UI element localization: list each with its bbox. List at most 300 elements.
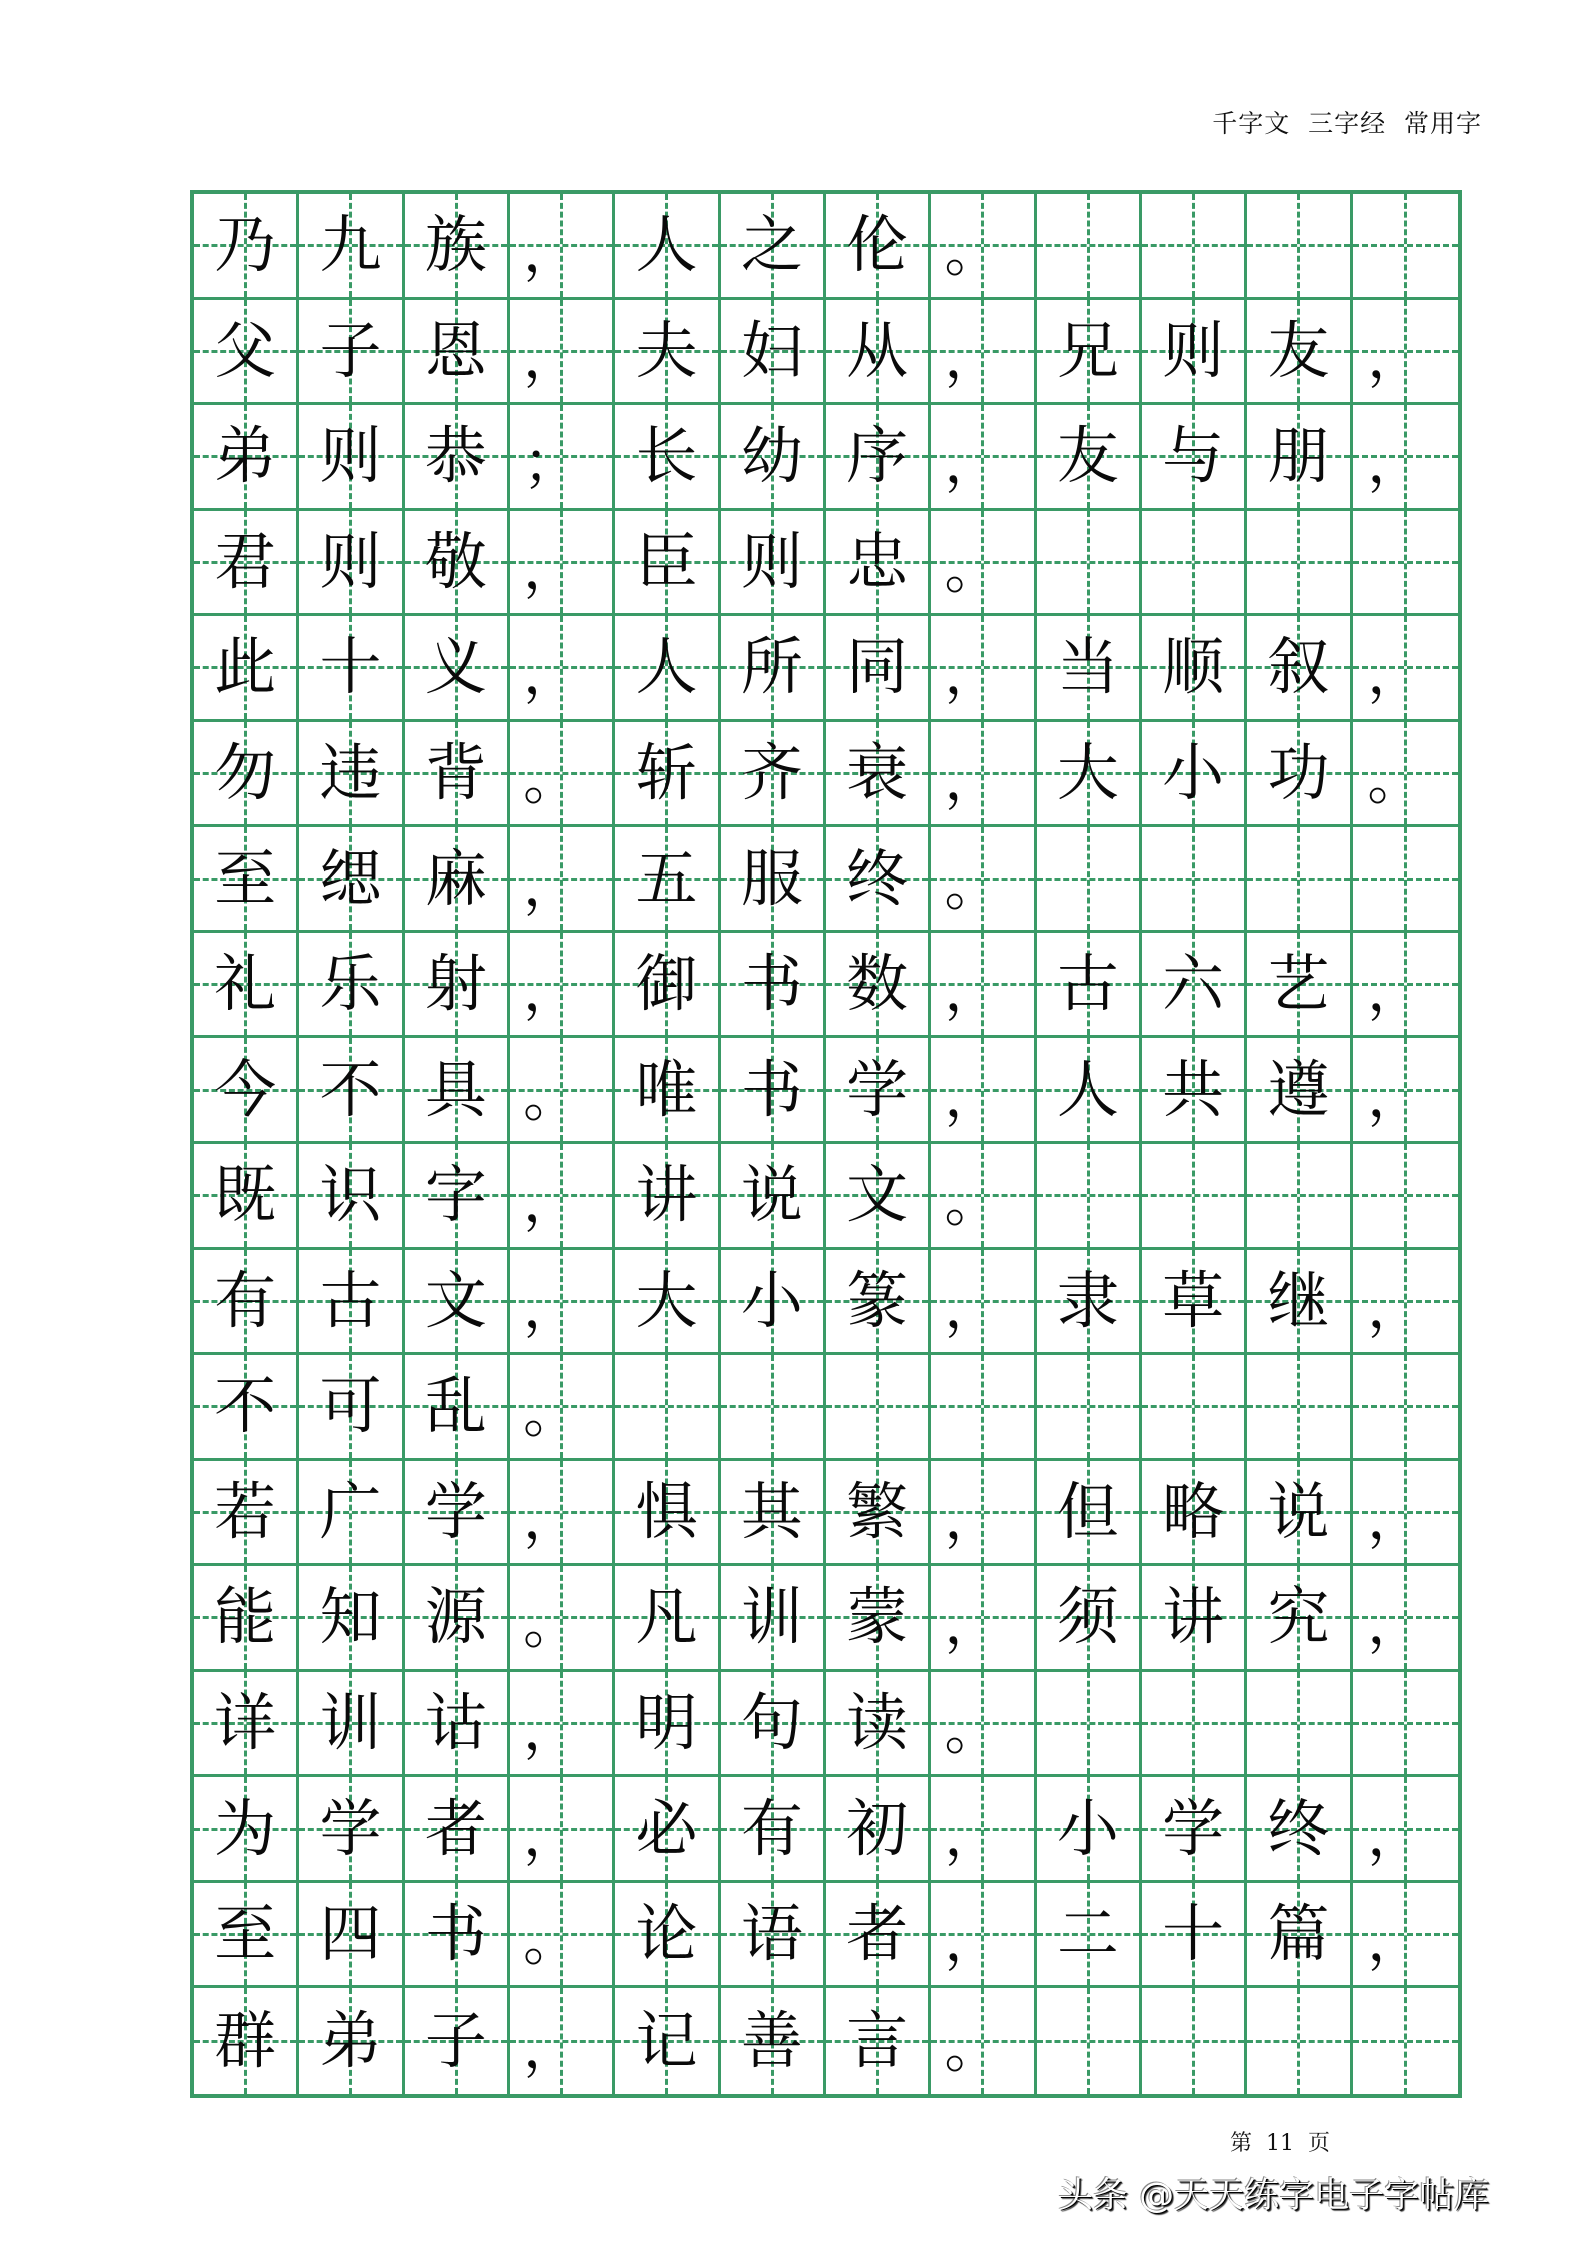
practice-character: 书	[424, 1897, 487, 1971]
practice-character: 若	[214, 1474, 277, 1548]
grid-cell	[1353, 616, 1458, 722]
grid-cell	[615, 1883, 720, 1989]
grid-cell	[1037, 300, 1142, 406]
practice-character: 可	[319, 1369, 382, 1443]
punctuation-mark: ，	[944, 748, 1001, 814]
grid-cell	[1247, 1777, 1352, 1883]
practice-character: 服	[740, 841, 803, 915]
grid-cell	[826, 1672, 931, 1778]
punctuation-mark: ，	[1367, 959, 1424, 1025]
practice-character: 训	[319, 1686, 382, 1760]
practice-character: 勿	[214, 736, 277, 810]
practice-character: 御	[635, 947, 698, 1021]
punctuation-mark: 。	[944, 2016, 1001, 2082]
grid-cell	[510, 194, 615, 300]
grid-cell	[1247, 1672, 1352, 1778]
grid-cell	[1142, 405, 1247, 511]
grid-cell	[405, 1777, 510, 1883]
grid-cell	[1247, 722, 1352, 828]
punctuation-mark: ，	[1367, 642, 1424, 708]
practice-character: 序	[846, 419, 909, 493]
practice-character: 乱	[424, 1369, 487, 1443]
grid-cell	[826, 827, 931, 933]
grid-cell	[1142, 194, 1247, 300]
practice-character: 义	[424, 630, 487, 704]
practice-character: 二	[1056, 1897, 1119, 1971]
grid-cell	[615, 827, 720, 933]
grid-cell	[194, 827, 299, 933]
grid-cell	[1353, 1777, 1458, 1883]
grid-cell	[1037, 1777, 1142, 1883]
punctuation-mark: ，	[944, 1803, 1001, 1869]
grid-cell	[931, 1672, 1036, 1778]
grid-cell	[615, 616, 720, 722]
grid-cell	[299, 616, 404, 722]
practice-character: 学	[1162, 1791, 1225, 1865]
grid-cell	[405, 1355, 510, 1461]
grid-cell	[510, 1038, 615, 1144]
grid-cell	[510, 1250, 615, 1356]
practice-character: 麻	[424, 841, 487, 915]
grid-cell	[931, 1144, 1036, 1250]
practice-character: 文	[424, 1263, 487, 1337]
punctuation-mark: ，	[523, 959, 580, 1025]
grid-cell	[299, 1883, 404, 1989]
grid-cell	[194, 722, 299, 828]
grid-cell	[510, 405, 615, 511]
grid-cell	[194, 1988, 299, 2094]
grid-cell	[1247, 1250, 1352, 1356]
practice-character: 弟	[319, 2004, 382, 2078]
practice-character: 四	[319, 1897, 382, 1971]
practice-character: 篆	[846, 1263, 909, 1337]
punctuation-mark: 。	[944, 220, 1001, 286]
punctuation-mark: 。	[944, 536, 1001, 602]
practice-character: 朋	[1267, 419, 1330, 493]
grid-cell	[826, 511, 931, 617]
grid-cell	[299, 1566, 404, 1672]
grid-cell	[1247, 1566, 1352, 1672]
grid-cell	[1142, 1672, 1247, 1778]
practice-character: 缌	[319, 841, 382, 915]
practice-character: 从	[846, 313, 909, 387]
grid-cell	[931, 722, 1036, 828]
practice-character: 说	[740, 1158, 803, 1232]
grid-cell	[510, 1777, 615, 1883]
grid-cell	[931, 511, 1036, 617]
grid-cell	[1247, 616, 1352, 722]
practice-character: 衰	[846, 736, 909, 810]
grid-cell	[1353, 300, 1458, 406]
practice-character: 妇	[740, 313, 803, 387]
practice-character: 小	[1162, 736, 1225, 810]
grid-cell	[510, 933, 615, 1039]
practice-character: 恭	[424, 419, 487, 493]
grid-cell	[299, 1672, 404, 1778]
punctuation-mark: 。	[523, 1592, 580, 1658]
practice-character: 大	[1056, 736, 1119, 810]
practice-character: 至	[214, 841, 277, 915]
practice-character: 必	[635, 1791, 698, 1865]
grid-cell	[1247, 1038, 1352, 1144]
grid-cell	[931, 300, 1036, 406]
grid-cell	[194, 1566, 299, 1672]
grid-cell	[405, 1988, 510, 2094]
grid-cell	[1247, 1988, 1352, 2094]
practice-character: 者	[424, 1791, 487, 1865]
practice-character: 善	[740, 2004, 803, 2078]
practice-character: 初	[846, 1791, 909, 1865]
grid-cell	[826, 1250, 931, 1356]
grid-cell	[1037, 827, 1142, 933]
grid-cell	[1353, 1461, 1458, 1567]
grid-cell	[1037, 1883, 1142, 1989]
practice-character: 乐	[319, 947, 382, 1021]
practice-character: 艺	[1267, 947, 1330, 1021]
grid-cell	[299, 1355, 404, 1461]
practice-character: 书	[740, 1052, 803, 1126]
practice-character: 小	[740, 1263, 803, 1337]
practice-character: 篇	[1267, 1897, 1330, 1971]
punctuation-mark: 。	[523, 1064, 580, 1130]
grid-cell	[1353, 194, 1458, 300]
grid-cell	[721, 1566, 826, 1672]
grid-cell	[1247, 511, 1352, 617]
grid-cell	[1037, 1672, 1142, 1778]
grid-cell	[1142, 1355, 1247, 1461]
practice-character: 忠	[846, 524, 909, 598]
practice-character: 此	[214, 630, 277, 704]
grid-cell	[1353, 933, 1458, 1039]
practice-character: 五	[635, 841, 698, 915]
practice-character: 族	[424, 208, 487, 282]
punctuation-mark: 。	[523, 1381, 580, 1447]
practice-character: 训	[740, 1580, 803, 1654]
practice-character: 齐	[740, 736, 803, 810]
grid-cell	[405, 1672, 510, 1778]
grid-cell	[1142, 1777, 1247, 1883]
grid-cell	[615, 722, 720, 828]
grid-cell	[1037, 1566, 1142, 1672]
grid-cell	[1037, 1355, 1142, 1461]
practice-character: 长	[635, 419, 698, 493]
grid-cell	[931, 1038, 1036, 1144]
practice-character: 子	[319, 313, 382, 387]
practice-character: 群	[214, 2004, 277, 2078]
grid-cell	[194, 1777, 299, 1883]
practice-character: 究	[1267, 1580, 1330, 1654]
grid-cell	[405, 827, 510, 933]
practice-character: 九	[319, 208, 382, 282]
practice-character: 恩	[424, 313, 487, 387]
practice-character: 句	[740, 1686, 803, 1760]
practice-character: 友	[1056, 419, 1119, 493]
grid-cell	[299, 1144, 404, 1250]
practice-character: 斩	[635, 736, 698, 810]
grid-cell	[931, 1355, 1036, 1461]
practice-character: 之	[740, 208, 803, 282]
grid-cell	[1353, 1355, 1458, 1461]
grid-cell	[405, 722, 510, 828]
header-title: 千字文 三字经 常用字	[1212, 109, 1482, 138]
practice-character: 者	[846, 1897, 909, 1971]
grid-cell	[721, 1461, 826, 1567]
grid-cell	[1037, 1038, 1142, 1144]
grid-cell	[194, 1250, 299, 1356]
practice-character: 广	[319, 1474, 382, 1548]
grid-cell	[405, 1038, 510, 1144]
punctuation-mark: ，	[944, 325, 1001, 391]
practice-character: 人	[635, 208, 698, 282]
grid-cell	[405, 511, 510, 617]
practice-character: 学	[424, 1474, 487, 1548]
grid-cell	[826, 616, 931, 722]
grid-cell	[931, 827, 1036, 933]
grid-cell	[299, 1461, 404, 1567]
grid-cell	[299, 827, 404, 933]
practice-character: 大	[635, 1263, 698, 1337]
grid-cell	[615, 511, 720, 617]
practice-character: 乃	[214, 208, 277, 282]
punctuation-mark: ，	[1367, 325, 1424, 391]
grid-cell	[931, 1988, 1036, 2094]
grid-cell	[1037, 1988, 1142, 2094]
grid-cell	[405, 1250, 510, 1356]
grid-cell	[931, 1250, 1036, 1356]
practice-character: 文	[846, 1158, 909, 1232]
grid-cell	[931, 1777, 1036, 1883]
punctuation-mark: ；	[523, 431, 580, 497]
grid-cell	[194, 1038, 299, 1144]
punctuation-mark: ，	[523, 1698, 580, 1764]
grid-cell	[1142, 511, 1247, 617]
practice-character: 则	[1162, 313, 1225, 387]
grid-cell	[1142, 933, 1247, 1039]
grid-cell	[510, 827, 615, 933]
grid-cell	[931, 933, 1036, 1039]
practice-character: 唯	[635, 1052, 698, 1126]
grid-cell	[1247, 827, 1352, 933]
punctuation-mark: ，	[1367, 1803, 1424, 1869]
punctuation-mark: ，	[523, 1803, 580, 1869]
punctuation-mark: ，	[944, 1592, 1001, 1658]
punctuation-mark: ，	[1367, 1064, 1424, 1130]
grid-cell	[931, 1461, 1036, 1567]
practice-character: 共	[1162, 1052, 1225, 1126]
grid-cell	[1353, 1038, 1458, 1144]
practice-character: 略	[1162, 1474, 1225, 1548]
grid-cell	[1142, 827, 1247, 933]
grid-cell	[615, 1355, 720, 1461]
grid-cell	[299, 1250, 404, 1356]
grid-cell	[826, 722, 931, 828]
punctuation-mark: ，	[523, 1275, 580, 1341]
practice-character: 夫	[635, 313, 698, 387]
practice-character: 古	[1056, 947, 1119, 1021]
grid-cell	[1142, 300, 1247, 406]
grid-cell	[510, 300, 615, 406]
practice-character: 论	[635, 1897, 698, 1971]
practice-character: 终	[1267, 1791, 1330, 1865]
grid-cell	[615, 1566, 720, 1672]
punctuation-mark: 。	[1367, 748, 1424, 814]
grid-cell	[405, 616, 510, 722]
practice-character: 则	[319, 524, 382, 598]
grid-cell	[405, 1461, 510, 1567]
punctuation-mark: ，	[1367, 431, 1424, 497]
grid-cell	[721, 1038, 826, 1144]
practice-character: 详	[214, 1686, 277, 1760]
punctuation-mark: ，	[523, 220, 580, 286]
grid-cell	[1353, 511, 1458, 617]
practice-character: 六	[1162, 947, 1225, 1021]
grid-cell	[194, 1144, 299, 1250]
practice-character: 幼	[740, 419, 803, 493]
practice-character: 礼	[214, 947, 277, 1021]
punctuation-mark: ，	[523, 642, 580, 708]
grid-cell	[510, 616, 615, 722]
grid-cell	[721, 722, 826, 828]
grid-cell	[299, 1038, 404, 1144]
practice-character: 顺	[1162, 630, 1225, 704]
grid-cell	[615, 1672, 720, 1778]
grid-cell	[1142, 722, 1247, 828]
grid-cell	[826, 1883, 931, 1989]
practice-character: 古	[319, 1263, 382, 1337]
grid-cell	[1247, 194, 1352, 300]
grid-cell	[510, 511, 615, 617]
practice-character: 能	[214, 1580, 277, 1654]
practice-character: 人	[635, 630, 698, 704]
grid-cell	[615, 1250, 720, 1356]
grid-cell	[721, 1672, 826, 1778]
practice-character: 同	[846, 630, 909, 704]
practice-character: 遵	[1267, 1052, 1330, 1126]
practice-character: 知	[319, 1580, 382, 1654]
practice-character: 当	[1056, 630, 1119, 704]
grid-cell	[1353, 405, 1458, 511]
practice-character: 字	[424, 1158, 487, 1232]
grid-cell	[194, 1355, 299, 1461]
grid-cell	[826, 1355, 931, 1461]
grid-cell	[931, 616, 1036, 722]
punctuation-mark: ，	[523, 2016, 580, 2082]
grid-cell	[721, 1883, 826, 1989]
grid-cell	[826, 1566, 931, 1672]
practice-character: 至	[214, 1897, 277, 1971]
practice-character: 则	[319, 419, 382, 493]
punctuation-mark: ，	[944, 642, 1001, 708]
grid-cell	[615, 1038, 720, 1144]
punctuation-mark: 。	[944, 1170, 1001, 1236]
punctuation-mark: ，	[1367, 1486, 1424, 1552]
practice-character: 凡	[635, 1580, 698, 1654]
punctuation-mark: ，	[944, 1275, 1001, 1341]
practice-character: 臣	[635, 524, 698, 598]
grid-cell	[1353, 1672, 1458, 1778]
grid-cell	[194, 1883, 299, 1989]
grid-cell	[1353, 1988, 1458, 2094]
practice-character: 今	[214, 1052, 277, 1126]
practice-character: 隶	[1056, 1263, 1119, 1337]
grid-cell	[1037, 616, 1142, 722]
grid-cell	[826, 1038, 931, 1144]
practice-character: 具	[424, 1052, 487, 1126]
grid-cell	[1247, 1461, 1352, 1567]
punctuation-mark: ，	[1367, 1275, 1424, 1341]
grid-cell	[510, 1672, 615, 1778]
punctuation-mark: 。	[944, 1698, 1001, 1764]
grid-cell	[826, 405, 931, 511]
grid-cell	[931, 1566, 1036, 1672]
grid-cell	[615, 1461, 720, 1567]
grid-cell	[299, 194, 404, 300]
grid-cell	[1037, 1461, 1142, 1567]
grid-cell	[405, 933, 510, 1039]
practice-character: 所	[740, 630, 803, 704]
punctuation-mark: ，	[944, 1486, 1001, 1552]
practice-character: 记	[635, 2004, 698, 2078]
grid-cell	[931, 405, 1036, 511]
punctuation-mark: ，	[523, 536, 580, 602]
grid-cell	[1142, 1038, 1247, 1144]
practice-character: 小	[1056, 1791, 1119, 1865]
grid-cell	[1247, 1355, 1352, 1461]
grid-cell	[826, 1461, 931, 1567]
practice-character: 须	[1056, 1580, 1119, 1654]
grid-cell	[1037, 1250, 1142, 1356]
grid-cell	[615, 1777, 720, 1883]
practice-character: 子	[424, 2004, 487, 2078]
practice-character: 蒙	[846, 1580, 909, 1654]
practice-character: 人	[1056, 1052, 1119, 1126]
grid-cell	[405, 1144, 510, 1250]
grid-cell	[405, 405, 510, 511]
grid-cell	[1142, 1144, 1247, 1250]
practice-character: 君	[214, 524, 277, 598]
punctuation-mark: ，	[944, 431, 1001, 497]
grid-cell	[1037, 405, 1142, 511]
practice-character: 十	[1162, 1897, 1225, 1971]
grid-cell	[721, 1144, 826, 1250]
grid-cell	[721, 827, 826, 933]
grid-cell	[405, 1566, 510, 1672]
grid-cell	[1247, 933, 1352, 1039]
practice-character: 惧	[635, 1474, 698, 1548]
practice-character: 父	[214, 313, 277, 387]
punctuation-mark: ，	[523, 853, 580, 919]
practice-character: 有	[214, 1263, 277, 1337]
punctuation-mark: ，	[523, 1486, 580, 1552]
grid-cell	[1037, 722, 1142, 828]
practice-character: 功	[1267, 736, 1330, 810]
grid-cell	[299, 511, 404, 617]
grid-cell	[405, 300, 510, 406]
grid-cell	[1353, 1566, 1458, 1672]
grid-cell	[510, 1988, 615, 2094]
practice-character: 识	[319, 1158, 382, 1232]
practice-character: 讲	[1162, 1580, 1225, 1654]
grid-cell	[194, 405, 299, 511]
practice-character: 明	[635, 1686, 698, 1760]
grid-cell	[1353, 1144, 1458, 1250]
grid-cell	[615, 194, 720, 300]
grid-cell	[826, 300, 931, 406]
practice-character: 则	[740, 524, 803, 598]
grid-cell	[405, 1883, 510, 1989]
practice-character: 繁	[846, 1474, 909, 1548]
grid-cell	[194, 300, 299, 406]
